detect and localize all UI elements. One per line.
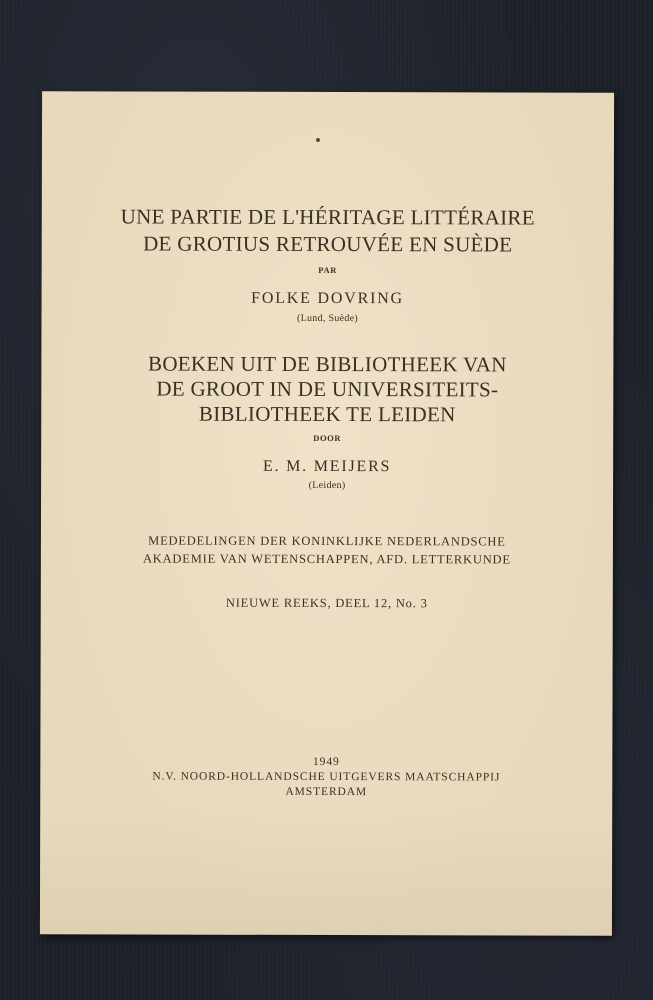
dutch-title-line-2: DE GROOT IN DE UNIVERSITEITS- — [156, 376, 499, 402]
publication-city: AMSTERDAM — [285, 785, 368, 799]
series-number: NIEUWE REEKS, DEEL 12, No. 3 — [225, 595, 428, 611]
dutch-title-line-3: BIBLIOTHEEK TE LEIDEN — [198, 401, 456, 427]
par-label: PAR — [318, 264, 337, 276]
series-line-1: MEDEDELINGEN DER KONINKLIJKE NEDERLANDSCHE — [148, 533, 506, 549]
series-line-2: AKADEMIE VAN WETENSCHAPPEN, AFD. LETTERKUNDE — [142, 551, 511, 567]
ink-speck — [316, 138, 320, 142]
french-title-line-1: UNE PARTIE DE L'HÉRITAGE LITTÉRAIRE — [120, 204, 535, 230]
publication-year: 1949 — [313, 755, 340, 769]
author-meijers: E. M. MEIJERS — [262, 457, 392, 476]
publisher: N.V. NOORD-HOLLANDSCHE UITGEVERS MAATSCHAPPIJ — [152, 770, 501, 784]
author-dovring: FOLKE DOVRING — [251, 289, 404, 308]
book-cover — [40, 91, 614, 935]
author-dovring-location: (Lund, Suède) — [296, 312, 359, 325]
french-title-line-2: DE GROTIUS RETROUVÉE EN SUÈDE — [143, 231, 513, 257]
dutch-title-line-1: BOEKEN UIT DE BIBLIOTHEEK VAN — [148, 351, 507, 377]
door-label: DOOR — [313, 432, 342, 444]
author-meijers-location: (Leiden) — [308, 479, 346, 492]
